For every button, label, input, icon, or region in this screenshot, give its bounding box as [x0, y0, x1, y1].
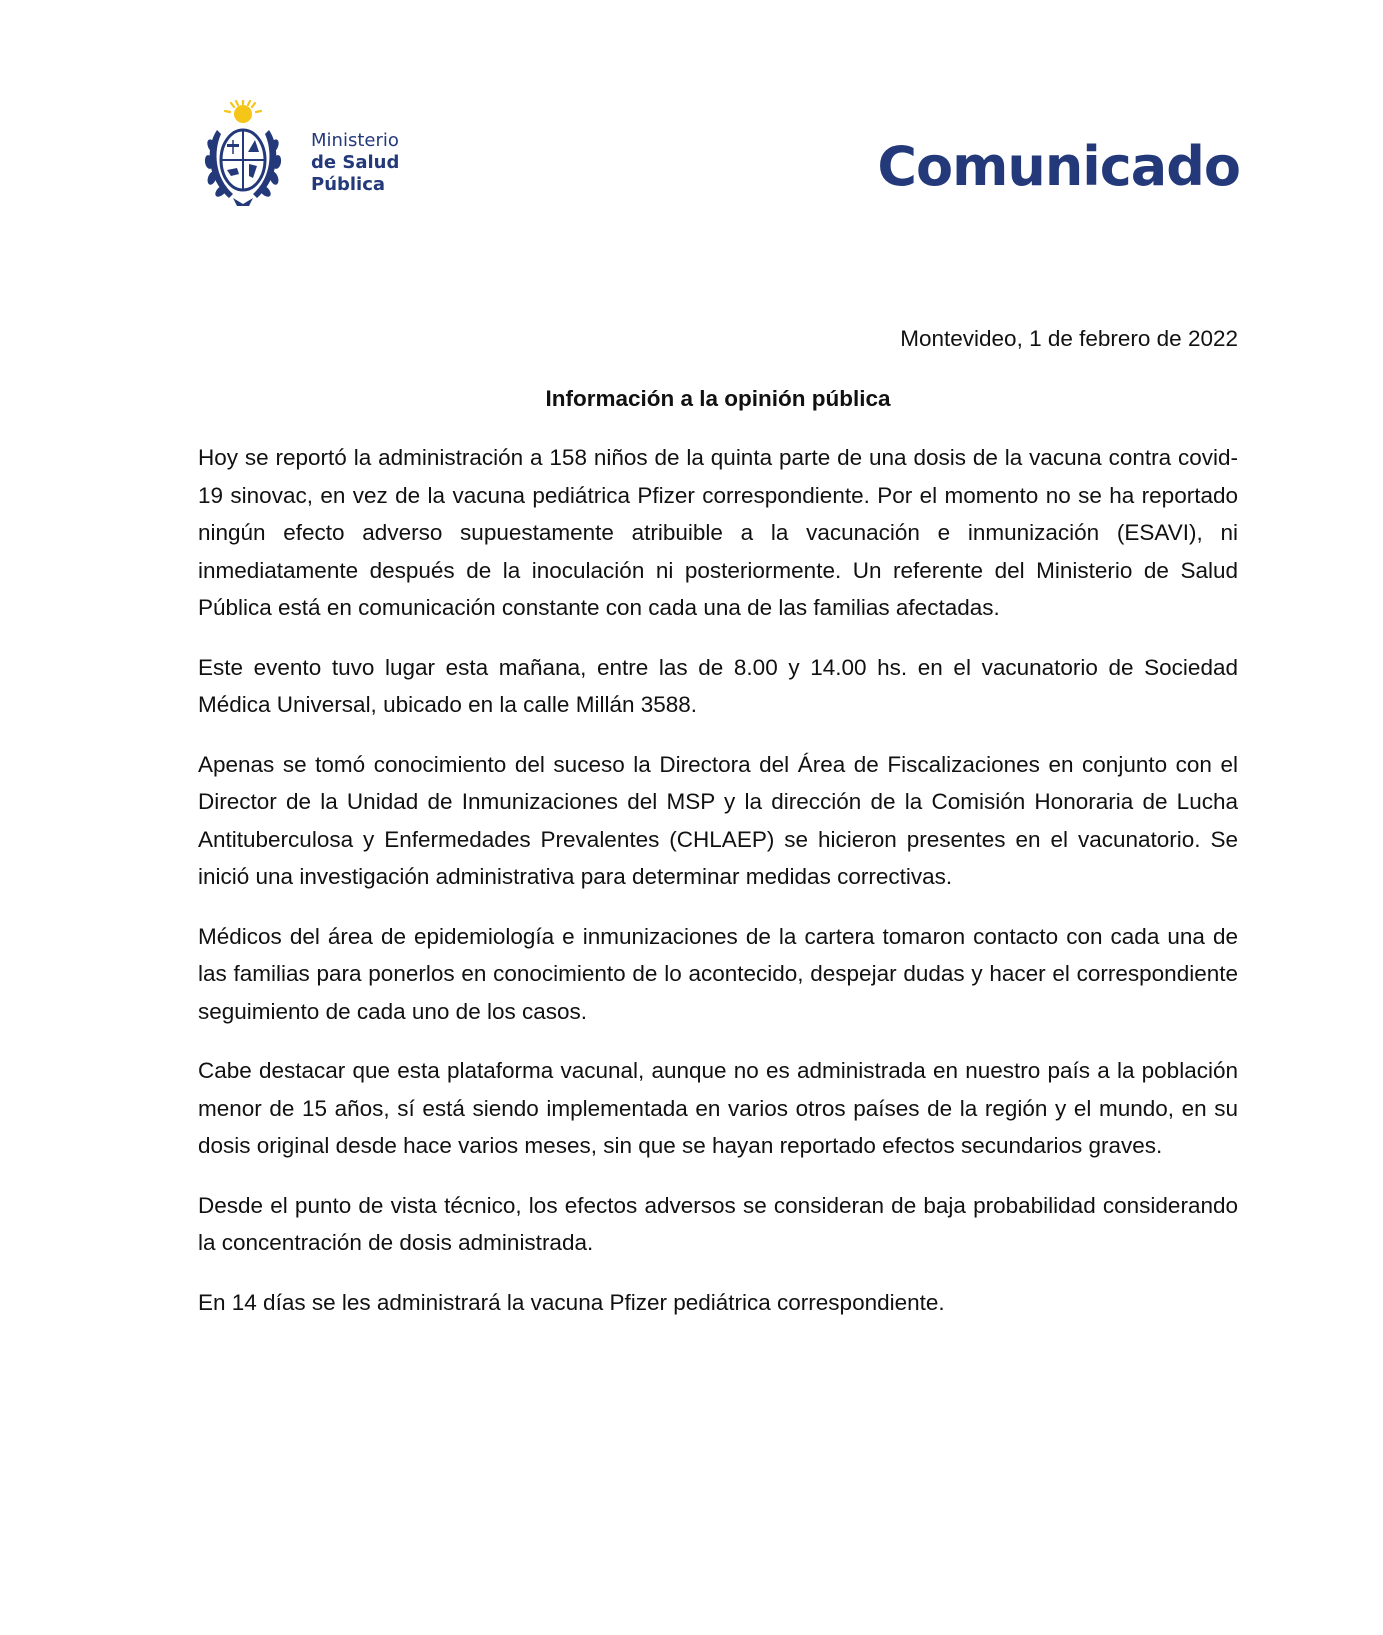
sun-icon [225, 100, 261, 123]
ministry-name-line1: Ministerio [311, 130, 399, 151]
document-type-title: Comunicado [877, 135, 1240, 198]
ministry-name-line2: de Salud [311, 152, 400, 173]
paragraph-5: Cabe destacar que esta plataforma vacunal, aunque no es administrada en nuestro país a la población menor de 15 años, sí está siendo implementada en varios otros países de la región y el mundo, en su dosis original desde hace varios meses, sin que se hayan reportado efectos secundarios graves. [198, 1058, 1238, 1158]
ministry-name-line3: Pública [311, 174, 386, 195]
paragraph-3: Apenas se tomó conocimiento del suceso la Directora del Área de Fiscalizaciones en conjunto con el Director de la Unidad de Inmunizaciones del MSP y la dirección de la Comisión Honoraria de Lucha Antituberculosa y Enfermedades Prevalentes (CHLAEP) se hicieron presentes en el vacunatorio. Se inició una investigación administrativa para determinar medidas correctivas. [198, 751, 1238, 889]
ministry-logo [203, 100, 413, 220]
paragraph-7: En 14 días se les administrará la vacuna Pfizer pediátrica correspondiente. [198, 1289, 945, 1315]
shield-icon [221, 130, 265, 190]
document-date: Montevideo, 1 de febrero de 2022 [900, 326, 1238, 351]
ministry-name [311, 130, 399, 196]
coat-of-arms-icon [203, 100, 303, 212]
paragraph-6: Desde el punto de vista técnico, los efectos adversos se consideran de baja probabilidad considerando la concentración de dosis administrada. [198, 1192, 1238, 1255]
document-heading: Información a la opinión pública [545, 385, 891, 411]
paragraph-4: Médicos del área de epidemiología e inmunizaciones de la cartera tomaron contacto con cada una de las familias para ponerlos en conocimiento de lo acontecido, despejar dudas y hacer el correspondiente seguimiento de cada uno de los casos. [198, 923, 1238, 1024]
paragraph-1: Hoy se reportó la administración a 158 niños de la quinta parte de una dosis de la vacuna contra covid-19 sinovac, en vez de la vacuna pediátrica Pfizer correspondiente. Por el momento no se ha reportado ningún efecto adverso supuestamente atribuible a la vacunación e inmunización (ESAVI), ni inmediatamente después de la inoculación ni posteriormente. Un referente del Ministerio de Salud Pública está en comunicación constante con cada una de las familias afectadas. [198, 445, 1238, 620]
paragraph-2: Este evento tuvo lugar esta mañana, entre las de 8.00 y 14.00 hs. en el vacunatorio de Sociedad Médica Universal, ubicado en la calle Millán 3588. [198, 654, 1238, 717]
document-body [198, 320, 1238, 1321]
